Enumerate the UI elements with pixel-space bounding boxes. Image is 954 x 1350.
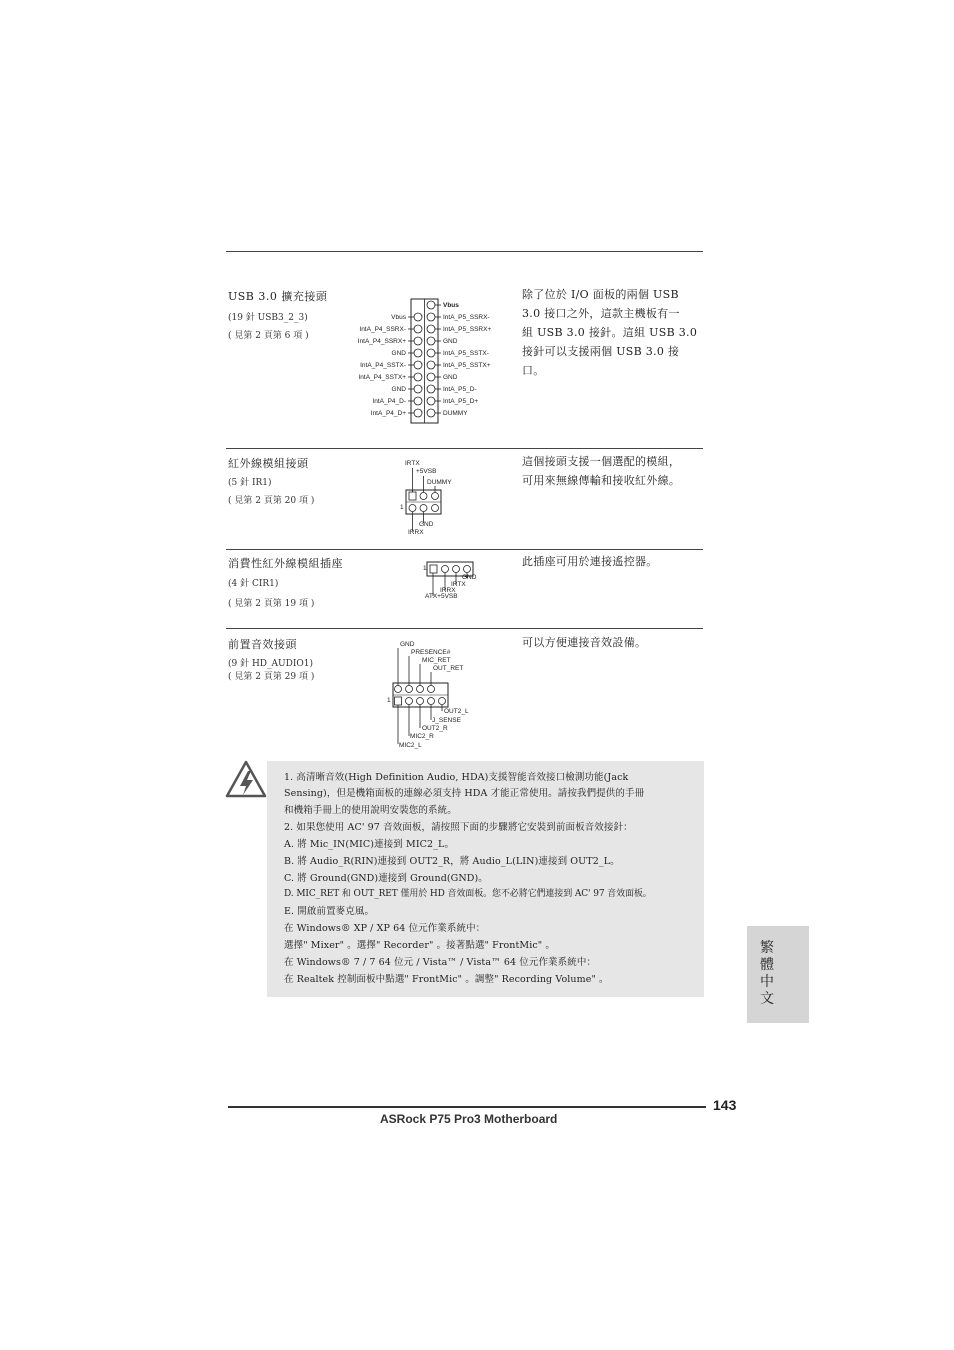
- usb-desc-line: 接針可以支援兩個 USB 3.0 接: [522, 345, 680, 358]
- usb-pin: [427, 313, 435, 321]
- usb-pin: [427, 349, 435, 357]
- audio-pins-info: (9 針 HD_AUDIO1): [228, 659, 313, 669]
- ir-label-vsb: +5VSB: [416, 468, 437, 475]
- section-rule: [226, 448, 703, 449]
- ir-ref: ( 見第 2 頁第 20 項 ): [228, 496, 315, 506]
- usb-pin: [414, 373, 422, 381]
- ir-label-dummy: DUMMY: [427, 479, 452, 486]
- audio-label-mic2-r: MIC2_R: [410, 733, 434, 740]
- page-number: 143: [713, 1097, 737, 1113]
- usb-pin: [427, 385, 435, 393]
- usb-ref: ( 見第 2 頁第 6 項 ): [228, 331, 309, 341]
- cir-label-irrx: IRRX: [440, 587, 456, 594]
- usb-pin: [414, 313, 422, 321]
- ir-label-irrx: IRRX: [408, 529, 424, 536]
- ir-description: [522, 452, 712, 490]
- usb-pin-label: GND: [443, 374, 458, 381]
- top-rule: [226, 251, 703, 252]
- audio-label-gnd: GND: [400, 641, 415, 648]
- usb-pin-label: IntA_P4_SSRX-: [359, 326, 406, 333]
- usb-pin: [414, 337, 422, 345]
- audio-ref: ( 見第 2 頁第 29 項 ): [228, 672, 315, 682]
- usb-pin-label: IntA_P4_D-: [372, 398, 406, 405]
- usb-description: [522, 285, 712, 380]
- usb-pin-label: IntA_P5_D+: [443, 398, 479, 405]
- usb-pin: [414, 385, 422, 393]
- usb-pin: [427, 373, 435, 381]
- warning-icon: [224, 758, 268, 802]
- ir-pins-info: (5 針 IR1): [228, 478, 272, 488]
- note-line: 在 Windows® XP / XP 64 位元作業系統中：: [284, 923, 486, 934]
- usb-pin-label: IntA_P4_SSTX-: [360, 362, 406, 369]
- note-line: 在 Windows® 7 / 7 64 位元 / Vista™ / Vista™ 64 位元作業系統中：: [284, 957, 597, 968]
- usb-pin-label: IntA_P4_SSTX+: [358, 374, 406, 381]
- usb-pin-label: IntA_P5_SSRX+: [443, 326, 492, 333]
- usb-pin-label: IntA_P5_SSTX-: [443, 350, 489, 357]
- note-line: E. 開啟前置麥克風。: [284, 906, 375, 917]
- usb-pin-label: GND: [391, 386, 406, 393]
- usb-pin-label: DUMMY: [443, 410, 468, 417]
- usb-pin-label: IntA_P4_D+: [370, 410, 406, 417]
- audio-label-out2-r: OUT2_R: [422, 725, 448, 732]
- section-rule: [226, 549, 703, 550]
- ir-desc-line: 這個接頭支援一個選配的模組，: [522, 455, 681, 468]
- usb-pin-label: Vbus: [391, 314, 406, 321]
- usb-pin: [414, 325, 422, 333]
- usb-pin: [414, 397, 422, 405]
- usb-pin: [427, 337, 435, 345]
- usb-pin: [427, 397, 435, 405]
- note-line: D. MIC_RET 和 OUT_RET 僅用於 HD 音效面板。您不必將它們連接到 AC' 97 音效面板。: [284, 889, 652, 899]
- usb-pin: [414, 409, 422, 417]
- ir-title: 紅外線模組接頭: [228, 457, 309, 470]
- usb-pin-label: IntA_P5_SSTX+: [443, 362, 491, 369]
- audio-title: 前置音效接頭: [228, 638, 297, 651]
- cir-label-gnd: GND: [462, 574, 477, 581]
- cir-label-pin1: 1: [423, 565, 427, 572]
- usb-pin-label: GND: [443, 338, 458, 345]
- usb-pin: [427, 325, 435, 333]
- cir-desc-line: 此插座可用於連接遙控器。: [522, 555, 658, 568]
- note-line: A. 將 Mic_IN(MIC)連接到 MIC2_L。: [284, 839, 455, 850]
- usb-pin-label: GND: [391, 350, 406, 357]
- usb-pin-label: IntA_P5_SSRX-: [443, 314, 490, 321]
- usb-desc-line: 3.0 接口之外，這款主機板有一: [522, 307, 680, 320]
- ir-label-irtx: IRTX: [405, 460, 420, 467]
- usb-pin-label: IntA_P5_D-: [443, 386, 477, 393]
- audio-label-mic2-l: MIC2_L: [399, 742, 422, 749]
- note-line: 1. 高清晰音效(High Definition Audio, HDA)支援智能音效接口檢測功能(Jack: [284, 772, 629, 783]
- ir-label-pin1: 1: [400, 504, 404, 511]
- audio-label-presence: PRESENCE#: [411, 649, 451, 656]
- cir-label-irtx: IRTX: [451, 581, 466, 588]
- note-line: C. 將 Ground(GND)連接到 Ground(GND)。: [284, 873, 488, 884]
- ir-label-gnd: GND: [419, 521, 434, 528]
- language-tab: [747, 926, 809, 1023]
- cir-description: [522, 552, 712, 571]
- language-tab-label: 繁體中文: [760, 940, 774, 1007]
- footer-rule: [228, 1106, 706, 1108]
- cir-pins-info: (4 針 CIR1): [228, 579, 279, 589]
- usb-pin: [427, 301, 435, 309]
- audio-label-j-sense: J_SENSE: [432, 717, 461, 724]
- audio-label-out-ret: OUT_RET: [433, 665, 464, 672]
- footer-model-name: ASRock P75 Pro3 Motherboard: [380, 1112, 558, 1126]
- note-line: 和機箱手冊上的使用說明安裝您的系統。: [284, 805, 457, 816]
- usb-desc-line: 口。: [522, 364, 545, 377]
- usb-pins-info: (19 針 USB3_2_3): [228, 313, 308, 323]
- note-line: 2. 如果您使用 AC' 97 音效面板，請按照下面的步驟將它安裝到前面板音效接針：: [284, 822, 633, 833]
- note-line: 在 Realtek 控制面板中點選" FrontMic" 。調整" Recording Volume" 。: [284, 974, 609, 985]
- cir-label-atx: ATX+5VSB: [425, 593, 458, 600]
- cir-ref: ( 見第 2 頁第 19 項 ): [228, 599, 315, 609]
- audio-label-pin1: 1: [387, 697, 391, 704]
- note-line: 選擇" Mixer" 。選擇" Recorder" 。接著點選" FrontMic" 。: [284, 940, 555, 951]
- usb-pin-label: IntA_P4_SSRX+: [357, 338, 406, 345]
- audio-label-out2-l: OUT2_L: [444, 708, 469, 715]
- usb-pin: [427, 409, 435, 417]
- note-line: Sensing)，但是機箱面板的連線必須支持 HDA 才能正常使用。請按我們提供的手冊: [284, 788, 645, 799]
- audio-description: [522, 633, 712, 652]
- usb-pin: [414, 361, 422, 369]
- usb-desc-line: 組 USB 3.0 接針。這組 USB 3.0: [522, 326, 698, 339]
- usb-pin: [414, 349, 422, 357]
- note-line: B. 將 Audio_R(RIN)連接到 OUT2_R，將 Audio_L(LIN)連接到 OUT2_L。: [284, 856, 620, 867]
- usb-pin: [427, 361, 435, 369]
- section-rule: [226, 628, 703, 629]
- usb-desc-line: 除了位於 I/O 面板的兩個 USB: [522, 288, 679, 301]
- usb-title: USB 3.0 擴充接頭: [228, 290, 328, 303]
- audio-desc-line: 可以方便連接音效設備。: [522, 636, 647, 649]
- audio-label-mic-ret: MIC_RET: [422, 657, 451, 664]
- ir-desc-line: 可用來無線傳輸和接收紅外線。: [522, 474, 681, 487]
- cir-title: 消費性紅外線模組插座: [228, 557, 343, 570]
- usb-pin-label: Vbus: [443, 302, 459, 309]
